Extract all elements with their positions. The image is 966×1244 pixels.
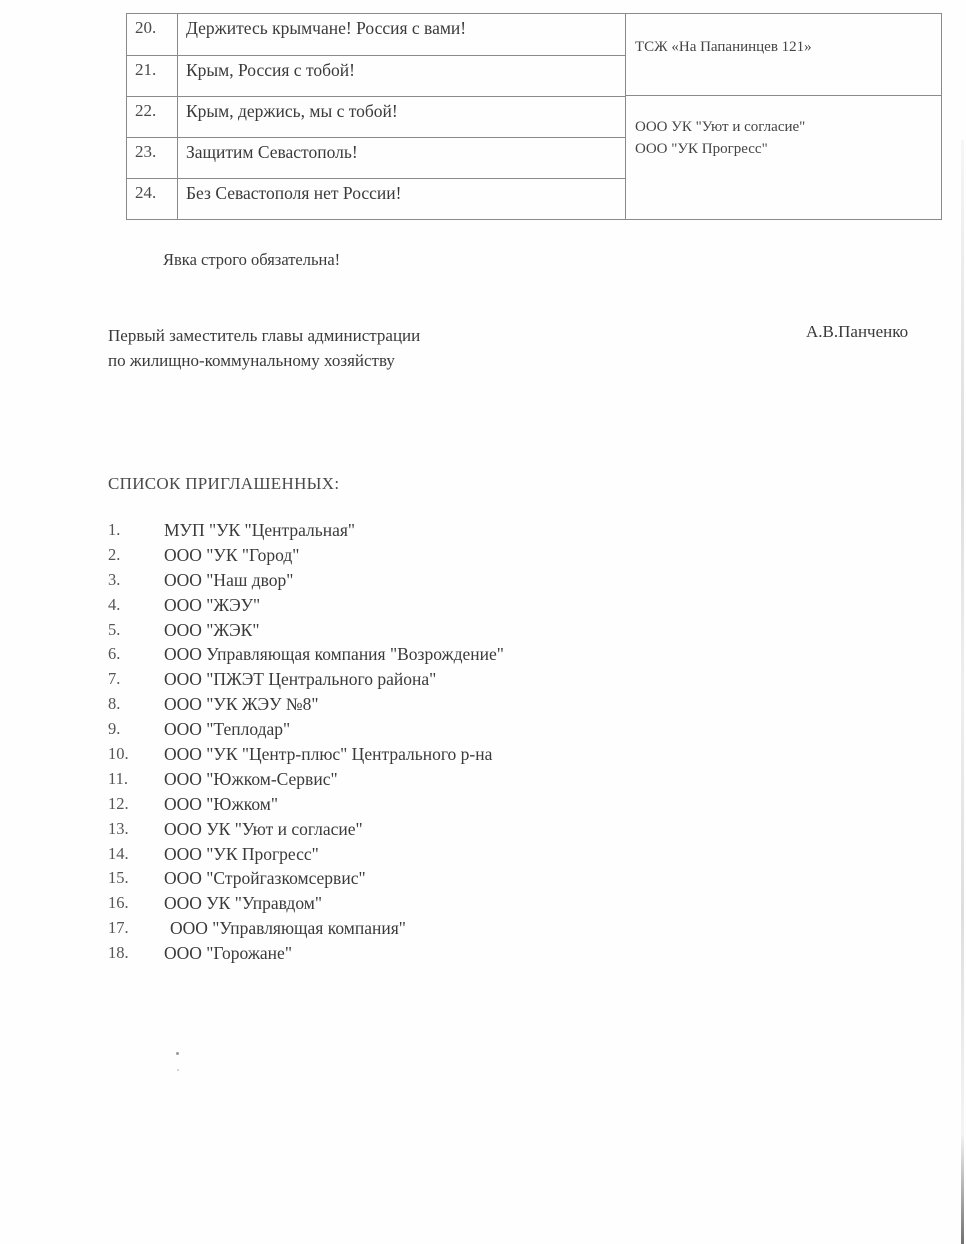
table-row [127, 179, 625, 219]
item-number: 3. [108, 569, 121, 589]
item-number: 1. [108, 520, 121, 539]
signatory-name: А.В.Панченко [806, 322, 909, 341]
item-number: 14. [108, 843, 129, 863]
item-name: ООО "УК "Центр-плюс" Центрального р-на [164, 744, 493, 765]
scan-speck [176, 1052, 179, 1055]
item-number: 8. [108, 694, 121, 714]
item-number: 11. [108, 768, 129, 788]
row-number: 23. [127, 138, 178, 178]
scan-speck [177, 1069, 179, 1071]
item-name: ООО "УК "Город" [164, 544, 300, 565]
item-number: 6. [108, 644, 121, 664]
attendance-note: Явка строго обязательна! [163, 250, 341, 269]
item-name: ООО "Южком" [164, 793, 278, 814]
org-line: ООО "УК Прогресс" [635, 141, 768, 157]
item-name: ООО "ЖЭУ" [164, 594, 261, 615]
item-name: ООО "Южком-Сервис" [164, 768, 338, 789]
item-number: 13. [108, 818, 129, 838]
item-name: ООО "ЖЭК" [164, 619, 260, 640]
item-number: 16. [108, 893, 129, 913]
table-row [127, 56, 625, 96]
responsible-org-cell [625, 14, 941, 96]
invitees-heading: СПИСОК ПРИГЛАШЕННЫХ: [108, 474, 340, 493]
item-name: ООО "УК Прогресс" [164, 843, 319, 864]
table-row [127, 96, 625, 138]
item-name: ООО УК "Управдом" [164, 893, 322, 914]
item-number: 5. [108, 619, 121, 639]
signatory-title [108, 323, 420, 373]
signatory-title-line: по жилищно-коммунальному хозяйству [108, 351, 395, 370]
row-number: 21. [127, 56, 178, 96]
slogan-table [126, 13, 942, 220]
slogan-text: Защитим Севастополь! [186, 142, 358, 162]
item-name: ООО УК "Уют и согласие" [164, 818, 363, 839]
item-number: 7. [108, 669, 121, 689]
responsible-org-cell [625, 96, 941, 219]
item-number: 18. [108, 943, 129, 963]
table-row [127, 138, 625, 179]
item-name: ООО "Стройгазкомсервис" [164, 868, 366, 889]
item-name: ООО "Горожане" [164, 943, 292, 964]
table-row [127, 14, 625, 56]
item-number: 15. [108, 868, 129, 888]
slogan-text: Крым, Россия с тобой! [186, 60, 355, 80]
scan-edge-artifact [961, 140, 964, 1244]
item-name: ООО "ПЖЭТ Центрального района" [164, 669, 437, 690]
item-name: ООО "Теплодар" [164, 719, 291, 740]
item-number: 4. [108, 594, 121, 614]
slogan-text: Крым, держись, мы с тобой! [186, 101, 398, 121]
item-name: ООО "Наш двор" [164, 569, 294, 590]
row-number: 20. [127, 14, 178, 55]
item-number: 17. [108, 918, 129, 938]
item-name: ООО "Управляющая компания" [170, 918, 406, 939]
slogan-text: Без Севастополя нет России! [186, 183, 402, 203]
slogan-text: Держитесь крымчане! Россия с вами! [186, 18, 467, 38]
org-line: ООО УК "Уют и согласие" [635, 119, 806, 135]
item-number: 10. [108, 744, 129, 764]
row-number: 22. [127, 97, 178, 137]
org-line: ТСЖ «На Папанинцев 121» [635, 39, 812, 55]
item-name: МУП "УК "Центральная" [164, 520, 356, 540]
item-number: 9. [108, 719, 121, 739]
item-name: ООО "УК ЖЭУ №8" [164, 694, 319, 715]
item-number: 12. [108, 793, 129, 813]
item-number: 2. [108, 544, 121, 564]
row-number: 24. [127, 179, 178, 219]
item-name: ООО Управляющая компания "Возрождение" [164, 644, 504, 665]
signatory-title-line: Первый заместитель главы администрации [108, 326, 421, 345]
